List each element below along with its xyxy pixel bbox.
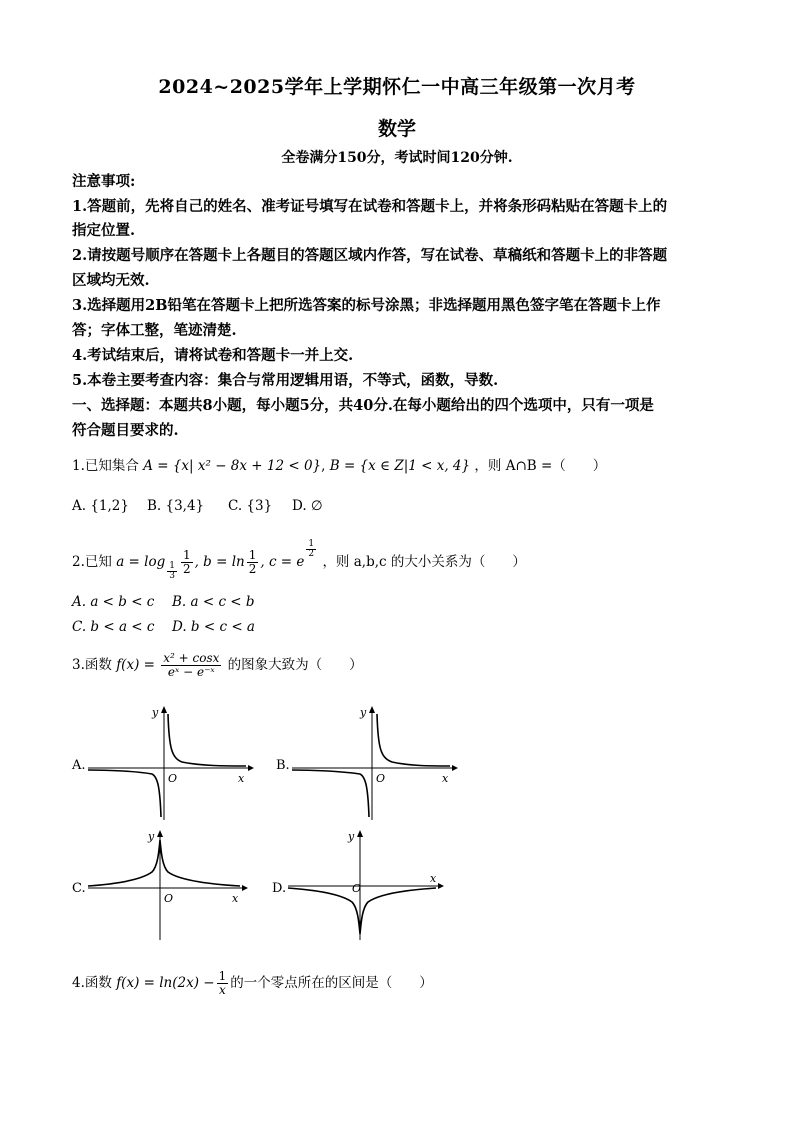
graph-d-y-label: y: [348, 830, 355, 843]
q4-den: x: [219, 983, 226, 997]
note-line: 区域均无效.: [72, 272, 150, 289]
graph-d-y-arrow: [357, 830, 363, 837]
q1-prefix: 1.已知集合: [72, 458, 139, 474]
question-2: [72, 540, 526, 581]
graph-b: [290, 704, 460, 822]
graph-a-curve-right: [168, 714, 246, 766]
q2-option-b: B. a < c < b: [172, 594, 255, 610]
q1-set-b: B = {x ∈ Z|1 < x, 4}: [329, 458, 471, 474]
note-line: 3.选择题用2B铅笔在答题卡上把所选答案的标号涂黑；非选择题用黑色签字笔在答题卡上作: [72, 297, 661, 314]
note-line: 1.答题前，先将自己的姓名、准考证号填写在试卷和答题卡上，并将条形码粘贴在答题卡上的: [72, 198, 668, 215]
q2-b-frac: [247, 549, 259, 576]
graph-c-y-label: y: [148, 830, 155, 843]
q2-a-num: 1: [182, 548, 191, 562]
q3-denominator: eˣ − e⁻ˣ: [167, 665, 215, 679]
note-line: 4.考试结束后，请将试卷和答题卡一并上交.: [72, 347, 354, 364]
graph-b-curve-right: [377, 714, 450, 766]
graph-c-curve: [88, 840, 240, 886]
question-4: [72, 970, 433, 997]
graph-d-origin: O: [352, 882, 362, 895]
graph-d-x-arrow: [438, 883, 444, 889]
q2-a-frac: [181, 549, 193, 576]
graph-d-label: D.: [272, 881, 287, 896]
notes-heading: 注意事项:: [72, 173, 136, 190]
q2-log-base-num: 1: [169, 561, 175, 571]
q3-prefix: 3.函数: [72, 657, 112, 673]
q1-sep: ,: [321, 458, 326, 474]
q1-option-a: A. {1,2}: [72, 498, 129, 514]
graph-a-curve-left: [88, 770, 161, 817]
q2-a-den: 2: [182, 562, 191, 576]
graph-a-label: A.: [72, 758, 86, 773]
q1-option-b: B. {3,4}: [147, 498, 205, 514]
graph-b-x-arrow: [452, 765, 458, 771]
graph-c-y-arrow: [157, 830, 163, 837]
q2-b-den: 2: [248, 562, 257, 576]
q2-c-exp-num: 1: [308, 539, 315, 549]
graph-b-y-arrow: [369, 706, 375, 713]
section-heading-cont: 符合题目要求的.: [72, 422, 179, 439]
q2-c-exp-den: 2: [308, 549, 315, 559]
note-line: 指定位置.: [72, 222, 136, 239]
exam-info: 全卷满分150分，考试时间120分钟.: [281, 150, 513, 166]
q1-option-d: D. ∅: [292, 498, 323, 514]
graph-b-y-label: y: [360, 706, 367, 719]
q2-b-expr: , b = ln: [194, 554, 245, 570]
q2-log-base-den: 3: [169, 571, 175, 581]
q2-c-expr: , c = e: [260, 554, 305, 570]
q2-option-a: A. a < b < c: [72, 594, 155, 610]
graph-c-x-label: x: [232, 892, 239, 905]
question-3: [72, 652, 363, 679]
graph-a-y-label: y: [152, 706, 159, 719]
graph-a-x-arrow: [248, 765, 254, 771]
exam-title: 2024~2025学年上学期怀仁一中高三年级第一次月考: [158, 76, 636, 98]
graph-c: [86, 826, 256, 942]
q2-b-num: 1: [248, 548, 257, 562]
q4-suffix: 的一个零点所在的区间是（ ）: [230, 975, 433, 991]
q2-option-c: C. b < a < c: [72, 619, 155, 635]
q1-suffix: ，则 A∩B =（ ）: [474, 458, 607, 474]
note-line: 2.请按题号顺序在答题卡上各题目的答题区域内作答，写在试卷、草稿纸和答题卡上的非答题: [72, 247, 668, 264]
question-1: [72, 454, 606, 474]
note-line: 答；字体工整，笔迹清楚.: [72, 322, 237, 339]
q4-frac: [217, 970, 229, 997]
graph-c-label: C.: [72, 881, 86, 896]
graph-b-x-label: x: [442, 772, 449, 785]
graph-d-x-label: x: [430, 872, 437, 885]
graph-b-origin: O: [376, 772, 386, 785]
q3-suffix: 的图象大致为（ ）: [227, 657, 363, 673]
section-heading: 一、选择题：本题共8小题，每小题5分，共40分.在每小题给出的四个选项中，只有一项是: [72, 397, 654, 414]
q4-prefix: 4.函数: [72, 975, 112, 991]
subject-title: 数学: [377, 118, 416, 140]
graph-a-y-arrow: [161, 706, 167, 713]
graph-c-origin: O: [164, 892, 174, 905]
q2-option-d: D. b < c < a: [172, 619, 255, 635]
q2-log-base: [167, 562, 177, 581]
q3-numerator: x² + cosx: [163, 651, 220, 665]
graph-b-curve-left: [292, 770, 369, 817]
graph-c-x-arrow: [242, 885, 248, 891]
q1-set-a: A = {x| x² − 8x + 12 < 0}: [143, 458, 322, 474]
q3-fx: f(x) =: [116, 657, 155, 673]
graph-a-origin: O: [168, 772, 178, 785]
q3-frac: [161, 652, 221, 679]
graph-a: [86, 704, 256, 822]
q4-fx: f(x) = ln(2x) −: [116, 975, 215, 991]
graph-d-curve: [288, 888, 436, 934]
q4-num: 1: [218, 969, 227, 983]
q2-prefix: 2.已知: [72, 554, 112, 570]
q2-suffix: ，则 a,b,c 的大小关系为（ ）: [322, 554, 526, 570]
note-line: 5.本卷主要考查内容：集合与常用逻辑用语，不等式，函数，导数.: [72, 372, 499, 389]
graph-b-label: B.: [276, 758, 290, 773]
graph-d: [286, 826, 456, 942]
q1-option-c: C. {3}: [228, 498, 273, 514]
q2-c-exp: [306, 540, 316, 559]
q2-a-expr: a = log: [116, 554, 166, 570]
graph-a-x-label: x: [238, 772, 245, 785]
